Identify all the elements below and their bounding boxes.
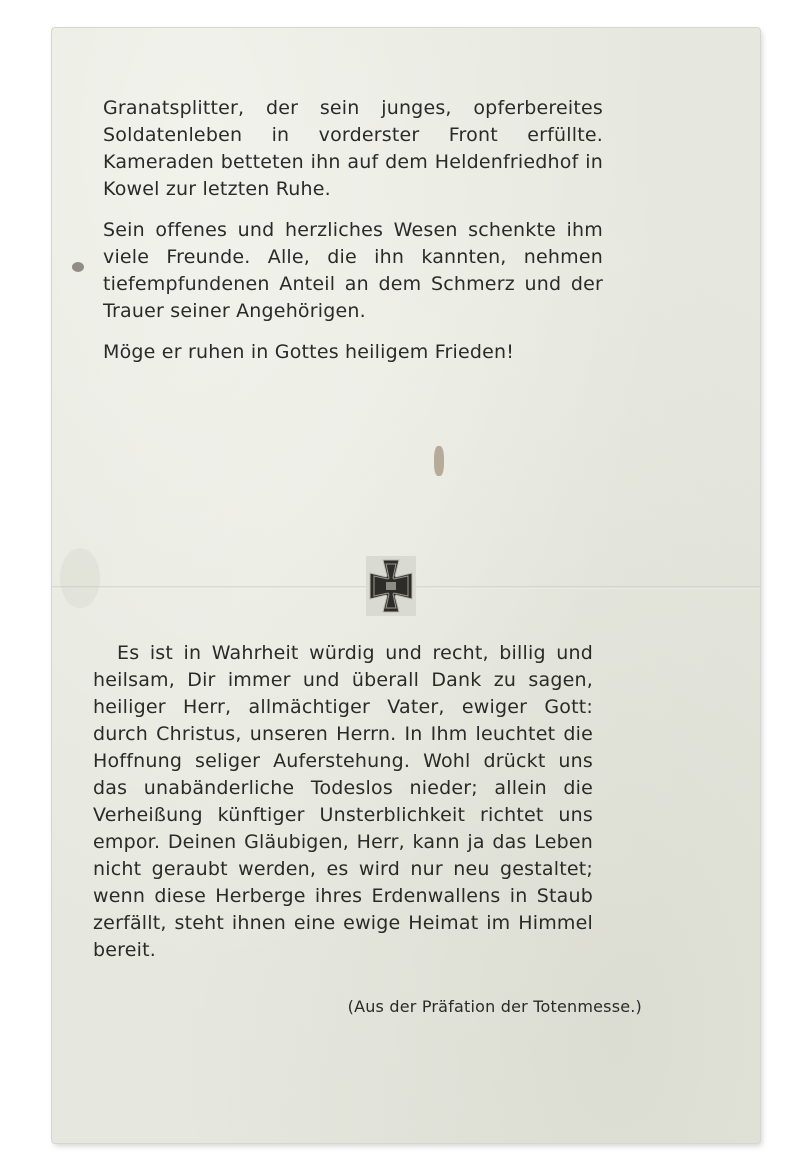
obituary-paragraph: Sein offenes und herzliches Wesen schenkte ihm viele Freunde. Alle, die ihn kannten, nehmen tiefempfundenen Anteil an dem Schmerz und der Trauer seiner Angehörigen. bbox=[103, 219, 603, 322]
prayer-source: (Aus der Präfation der Totenmesse.) bbox=[347, 997, 642, 1016]
iron-cross-icon bbox=[366, 556, 416, 616]
obituary-paragraph: Granatsplitter, der sein junges, opferbereites Soldatenleben in vorderster Front erfüllte. Kameraden betteten ihn auf dem Heldenfriedhof in Kowel zur letzten Ruhe. bbox=[103, 97, 603, 200]
closing-blessing: Möge er ruhen in Gottes heiligem Frieden! bbox=[103, 341, 515, 363]
paper-stain bbox=[434, 446, 444, 476]
paper-stain bbox=[60, 548, 100, 608]
prayer-paragraph: Es ist in Wahrheit würdig und recht, billig und heilsam, Dir immer und überall Dank zu sagen, heiliger Herr, allmächtiger Vater, ewiger Gott: durch Christus, unseren Herrn. In Ihm leuchtet die Hoffnung seliger Auferstehung. Wohl drückt uns das unabänderliche Todeslos nieder; allein die Verheißung künftiger Unsterblichkeit richtet uns empor. Deinen Gläubigen, Herr, kann ja das Leben nicht geraubt werden, es wird nur neu gestaltet; wenn diese Herberge ihres Erdenwallens in Staub zerfällt, steht ihnen eine ewige Heimat im Himmel bereit. bbox=[93, 642, 593, 961]
paper-stain bbox=[72, 262, 84, 272]
obituary-text bbox=[103, 95, 603, 380]
prayer-text bbox=[93, 640, 593, 964]
